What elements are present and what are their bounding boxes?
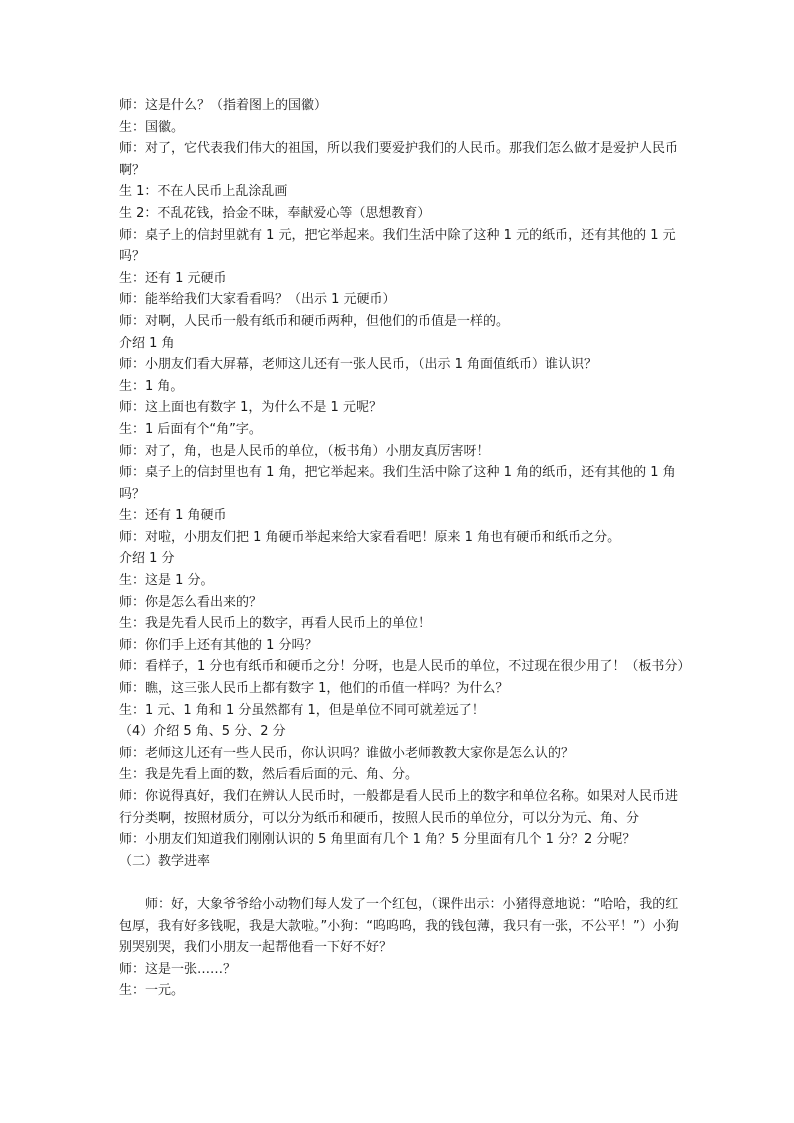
text-line: 生：这是 1 分。: [119, 573, 214, 589]
text-line: 生：国徽。: [119, 119, 185, 135]
document-body: [119, 95, 689, 1002]
text-line: 师：对了，它代表我们伟大的祖国，所以我们要爱护我们的人民币。那我们怎么做才是爱护人民币啊？: [119, 141, 679, 178]
text-paragraph: 师：好，大象爷爷给小动物们每人发了一个红包，（课件出示：小猪得意地说：“哈哈，我的红包厚，我有好多钱呢，我是大款啦。”小狗：“呜呜呜，我的钱包薄，我只有一张，不公平！”）小狗别哭别哭，我们小朋友一起帮他看一下好不好？: [119, 896, 679, 956]
section-heading: （二）教学进率: [119, 853, 211, 869]
text-line: 师：对了，角，也是人民币的单位，（板书角）小朋友真厉害呀！: [119, 443, 490, 459]
text-line: 师：能举给我们大家看看吗？（出示 1 元硬币）: [119, 292, 396, 308]
text-line: 生：1 角。: [119, 378, 184, 394]
text-line: 师：对啦，小朋友们把 1 角硬币举起来给大家看看吧！原来 1 角也有硬币和纸币之分。: [119, 529, 621, 545]
text-line: 师：桌子上的信封里也有 1 角，把它举起来。我们生活中除了这种 1 角的纸币，还有其他的 1 角吗？: [119, 465, 676, 502]
text-line: 师：瞧，这三张人民币上都有数字 1，他们的币值一样吗？为什么？: [119, 681, 509, 697]
section-label: （4）介绍 5 角、5 分、2 分: [119, 724, 286, 740]
text-line: 生：还有 1 角硬币: [119, 508, 227, 524]
text-line: 师：桌子上的信封里就有 1 元，把它举起来。我们生活中除了这种 1 元的纸币，还有其他的 1 元吗？: [119, 227, 676, 265]
text-line: 师：看样子，1 分也有纸币和硬币之分！分呀，也是人民币的单位，不过现在很少用了！（板书分）: [119, 659, 691, 675]
text-line: 师：这上面也有数字 1，为什么不是 1 元呢？: [119, 400, 382, 416]
text-line: 师：这是什么？（指着图上的国徽）: [119, 98, 328, 113]
text-line: 师：你是怎么看出来的？: [119, 594, 263, 610]
text-line: 生 2：不乱花钱，拾金不昧，奉献爱心等（思想教育）: [119, 205, 431, 221]
text-line: 师：这是一张……？: [119, 961, 237, 977]
text-line: 师：你说得真好，我们在辨认人民币时，一般都是看人民币上的数字和单位名称。如果对人民币进行分类啊，按照材质分，可以分为纸币和硬币，按照人民币的单位分，可以分为元、角、分: [119, 789, 679, 826]
section-label: 介绍 1 分: [119, 551, 175, 567]
text-line: 生 1：不在人民币上乱涂乱画: [119, 184, 288, 200]
text-line: 师：你们手上还有其他的 1 分吗？: [119, 637, 318, 653]
text-line: 生：我是先看人民币上的数字，再看人民币上的单位！: [119, 616, 432, 632]
text-line: 师：小朋友们知道我们刚刚认识的 5 角里面有几个 1 角？5 分里面有几个 1 分？2 分呢？: [119, 832, 636, 848]
text-line: 生：1 后面有个“角”字。: [119, 421, 262, 437]
text-line: 生：我是先看上面的数，然后看后面的元、角、分。: [119, 767, 419, 783]
text-line: 师：对啊，人民币一般有纸币和硬币两种，但他们的币值是一样的。: [119, 313, 510, 329]
section-label: 介绍 1 角: [119, 335, 175, 351]
text-line: 师：老师这儿还有一些人民币，你认识吗？谁做小老师教教大家你是怎么认的？: [119, 745, 575, 761]
text-line: 生：一元。: [119, 983, 185, 999]
blank-line: [119, 872, 689, 894]
text-line: 师：小朋友们看大屏幕，老师这儿还有一张人民币，（出示 1 角面值纸币）谁认识？: [119, 357, 598, 373]
text-line: 生：还有 1 元硬币: [119, 270, 227, 286]
text-line: 生：1 元、1 角和 1 分虽然都有 1，但是单位不同可就差远了！: [119, 702, 485, 718]
